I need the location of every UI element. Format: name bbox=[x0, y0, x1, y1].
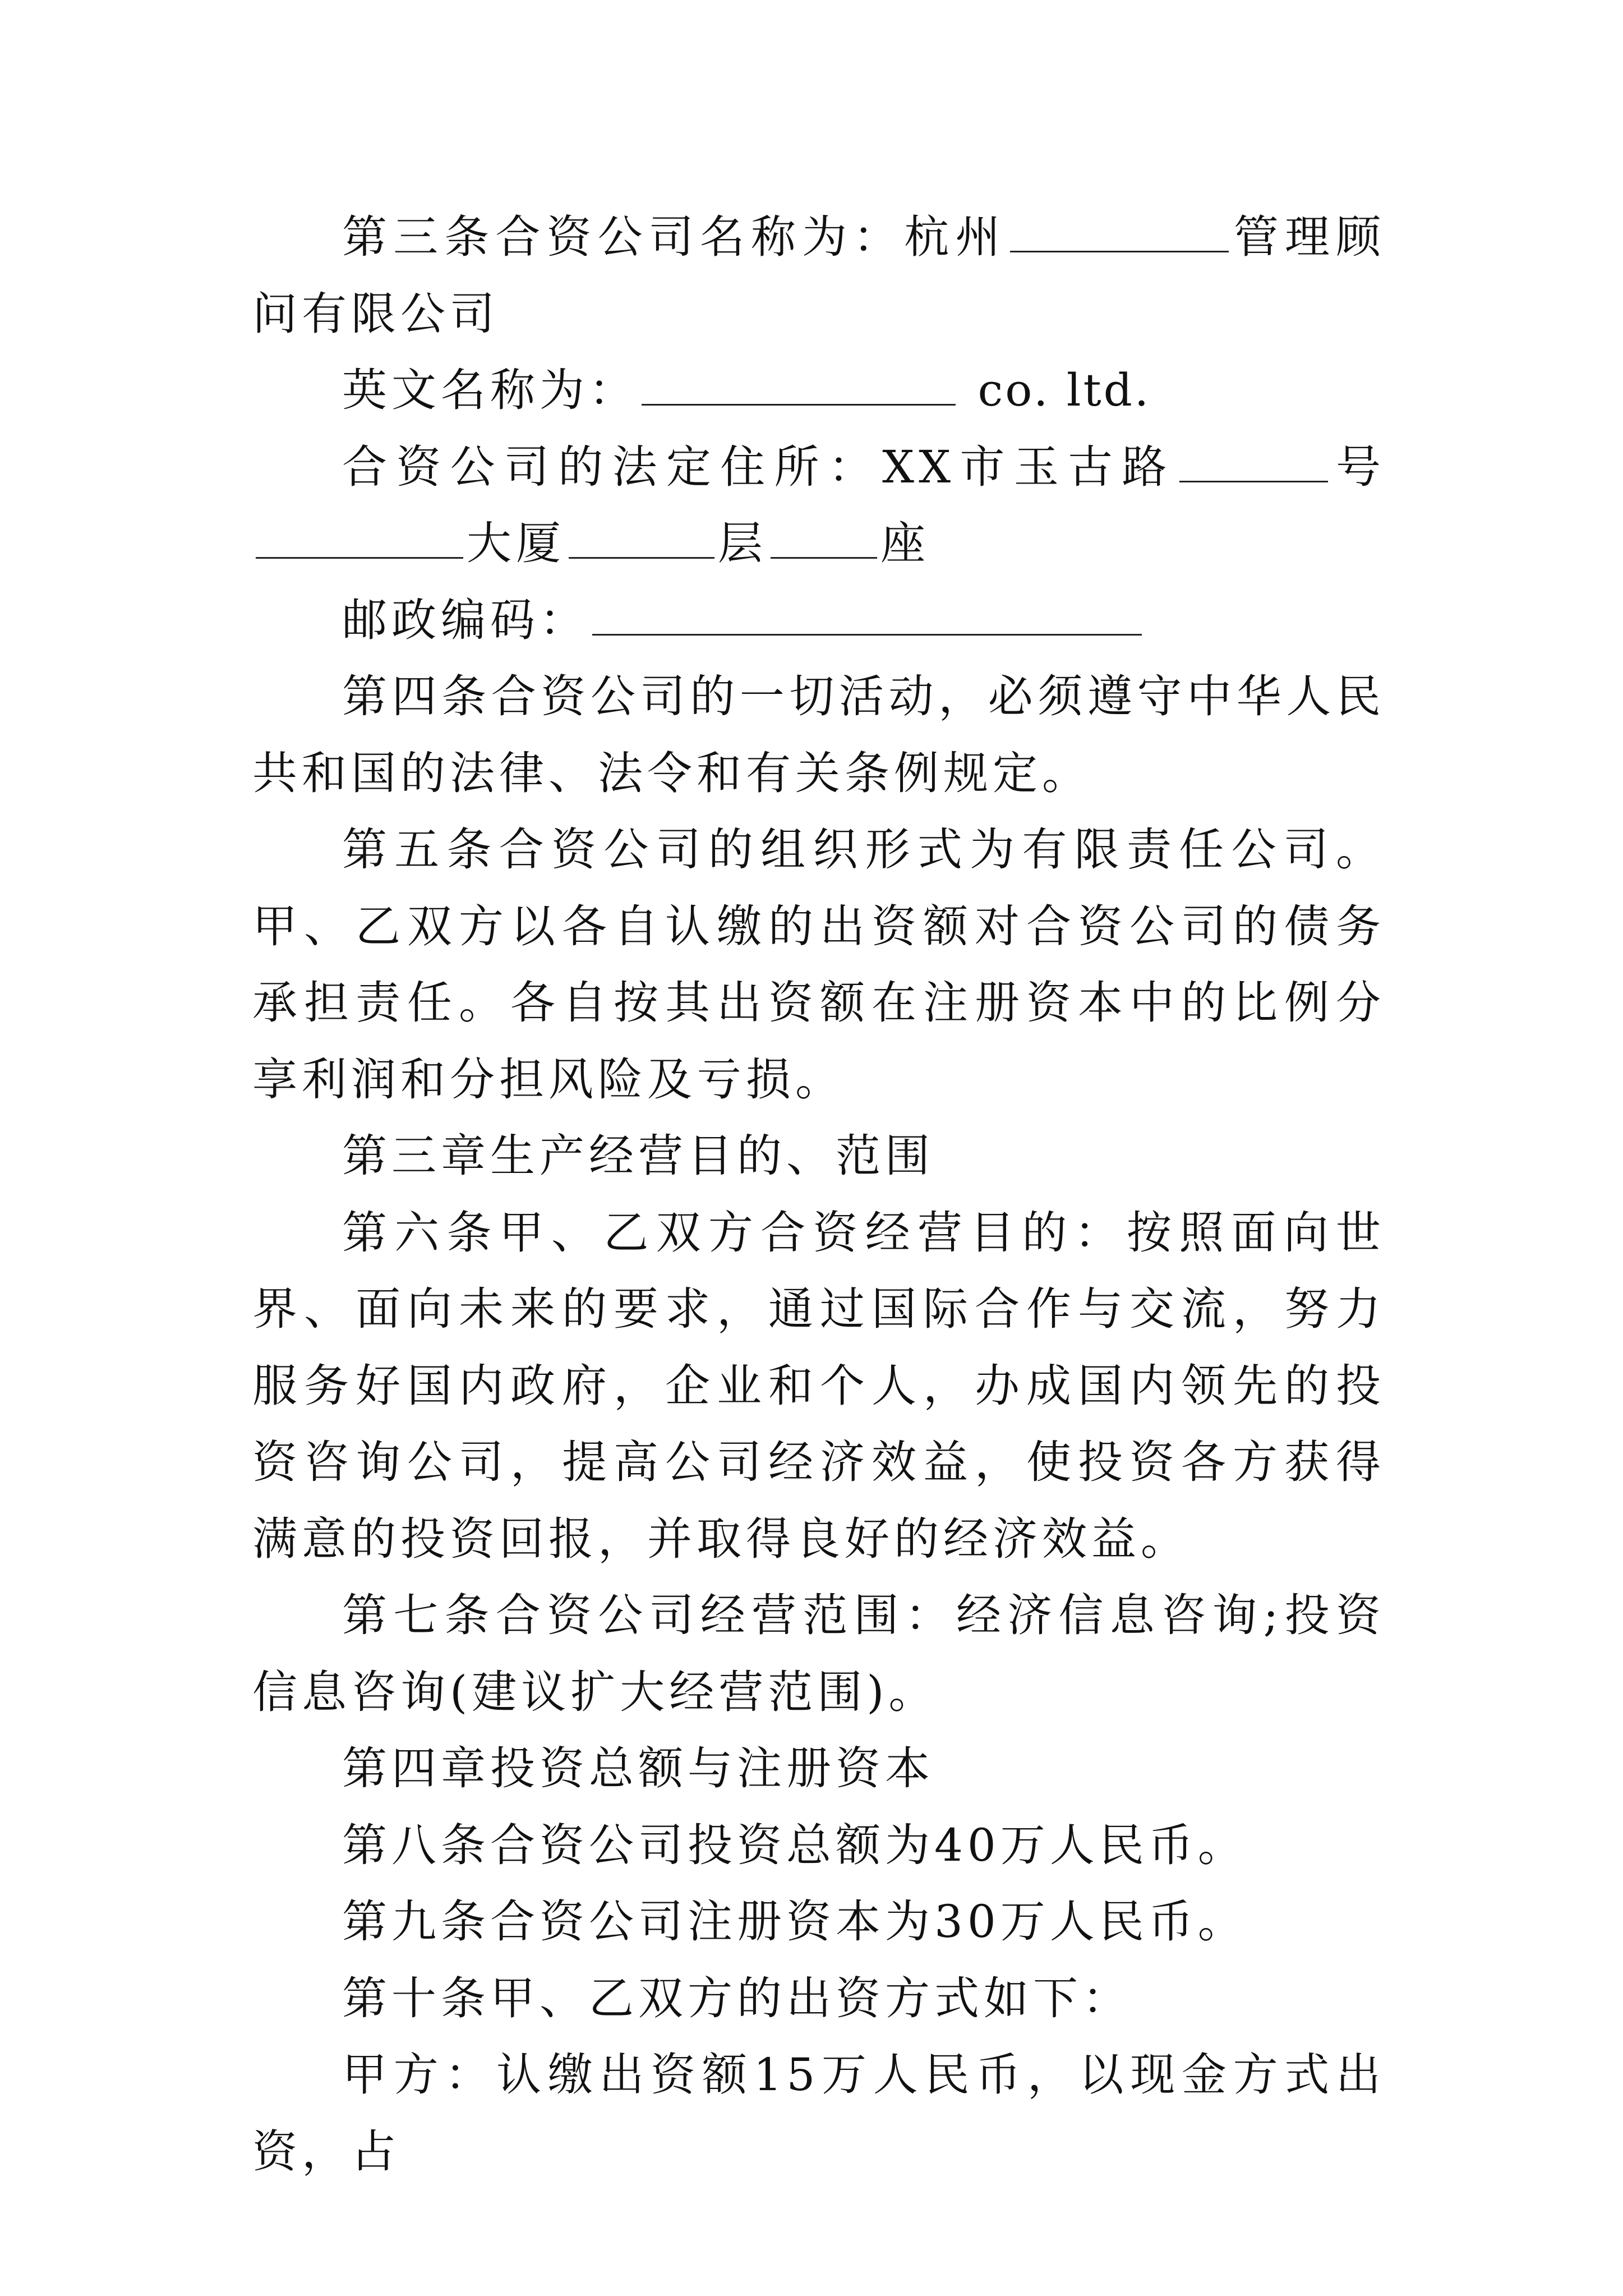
document-body bbox=[252, 199, 1385, 2190]
address-hao: 号 bbox=[1331, 440, 1386, 493]
article-6: 第六条甲、乙双方合资经营目的：按照面向世界、面向未来的要求，通过国际合作与交流，努力服务好国内政府，企业和个人，办成国内领先的投资咨询公司，提高公司经济效益，使投资各方获得满意的投资回报，并取得良好的经济效益。 bbox=[252, 1206, 1385, 1565]
article-3 bbox=[252, 199, 1385, 352]
english-name-suffix: co. ltd. bbox=[978, 364, 1151, 416]
building-name-blank bbox=[256, 518, 463, 559]
company-name-blank bbox=[1010, 211, 1229, 252]
article-7: 第七条合资公司经营范围：经济信息咨询;投资信息咨询(建议扩大经营范围)。 bbox=[252, 1589, 1385, 1718]
address-dasha: 大厦 bbox=[467, 517, 565, 569]
article-3-suffix: 管理顾问有限公司 bbox=[252, 211, 1385, 340]
postal-code-line bbox=[252, 582, 1385, 659]
article-9: 第九条合资公司注册资本为30万人民币。 bbox=[342, 1895, 1247, 1948]
english-name-line bbox=[252, 352, 1385, 429]
chapter-4-heading: 第四章投资总额与注册资本 bbox=[342, 1742, 934, 1795]
chapter-3-heading: 第三章生产经营目的、范围 bbox=[342, 1130, 934, 1182]
postal-code-label: 邮政编码： bbox=[342, 593, 589, 646]
article-10: 第十条甲、乙双方的出资方式如下： bbox=[342, 1972, 1132, 2024]
floor-blank bbox=[569, 518, 714, 559]
article-5: 第五条合资公司的组织形式为有限责任公司。甲、乙双方以各自认缴的出资额对合资公司的债务承担责任。各自按其出资额在注册资本中的比例分享利润和分担风险及亏损。 bbox=[252, 823, 1385, 1106]
article-4: 第四条合资公司的一切活动，必须遵守中华人民共和国的法律、法令和有关条例规定。 bbox=[252, 670, 1385, 799]
address-line bbox=[252, 429, 1385, 582]
street-number-blank bbox=[1179, 441, 1328, 482]
address-ceng: 层 bbox=[718, 517, 767, 569]
english-name-blank bbox=[642, 365, 956, 406]
article-8: 第八条合资公司投资总额为40万人民币。 bbox=[342, 1819, 1247, 1871]
address-zuo: 座 bbox=[880, 517, 930, 569]
party-a-contribution: 甲方：认缴出资额15万人民币，以现金方式出资，占 bbox=[252, 2049, 1385, 2178]
block-blank bbox=[771, 518, 877, 559]
postal-code-blank bbox=[592, 595, 1142, 636]
english-name-label: 英文名称为： bbox=[342, 364, 638, 416]
article-3-prefix: 第三条合资公司名称为：杭州 bbox=[342, 211, 1007, 263]
address-prefix: 合资公司的法定住所：XX市玉古路 bbox=[342, 440, 1176, 493]
